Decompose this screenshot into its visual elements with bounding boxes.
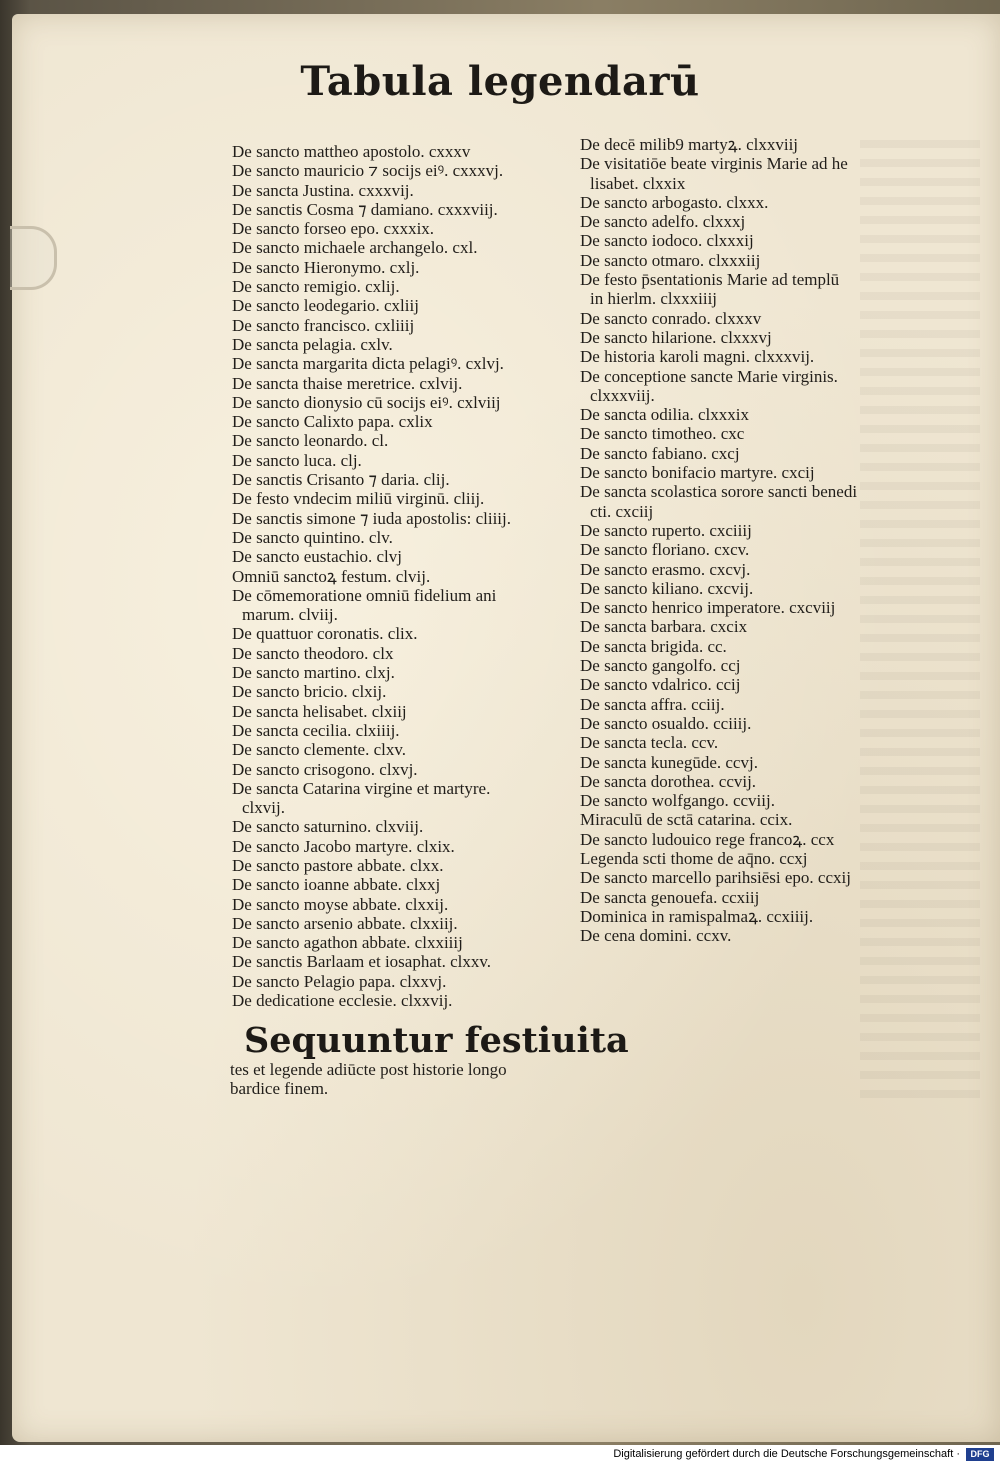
index-entry: De sancto mauricio ⁊ socijs eiꝰ. cxxxvj. <box>232 161 504 181</box>
index-entry-continuation: clxvij. <box>242 798 285 818</box>
index-entry: De sancta thaise meretrice. cxlvij. <box>232 373 463 393</box>
index-entry: De sancto remigio. cxlij. <box>232 277 400 297</box>
index-entry: De sancto conrado. clxxxv <box>580 308 762 328</box>
index-entry: De sancto Hieronymo. cxlj. <box>232 257 420 277</box>
index-entry: De sancto gangolfo. ccj <box>580 656 741 676</box>
index-entry: De sancto saturnino. clxviij. <box>232 817 424 837</box>
index-entry: De sancto bonifacio martyre. cxcij <box>580 463 815 483</box>
index-entry: De sancto otmaro. clxxxiij <box>580 250 761 270</box>
index-entry: De sancto francisco. cxliiij <box>232 315 415 335</box>
index-entry: De sancto Calixto papa. cxlix <box>232 412 433 432</box>
index-entry: Legenda scti thome de aq̄no. ccxj <box>580 848 808 868</box>
index-entry: De sancta margarita dicta pelagiꝰ. cxlvj. <box>232 354 504 374</box>
index-entry: De sancta Justina. cxxxvij. <box>232 180 414 200</box>
index-entry: De sancto Jacobo martyre. clxix. <box>232 836 455 856</box>
index-entry: De cena domini. ccxv. <box>580 926 732 946</box>
section-intro: tes et legende adiūcte post historie longo bardice finem. <box>230 1060 507 1098</box>
index-entry: De sancto Pelagio papa. clxxvj. <box>232 971 447 991</box>
index-entry: De sancto martino. clxj. <box>232 663 395 683</box>
index-entry: De sancto adelfo. clxxxj <box>580 212 746 232</box>
index-entry: De sancto bricio. clxij. <box>232 682 387 702</box>
index-column-left <box>232 142 511 1010</box>
index-entry: De sancto ruperto. cxciiij <box>580 520 752 540</box>
index-entry-line: De conceptione sancte Marie virginis. <box>580 366 838 386</box>
index-entry: De sancta helisabet. clxiij <box>232 701 407 721</box>
index-entry: De sancto iodoco. clxxxij <box>580 231 754 251</box>
index-entry: De sancto leodegario. cxliij <box>232 296 419 316</box>
index-entry: De sancto dionysio cū socijs eiꝰ. cxlviij <box>232 392 501 412</box>
index-entry: De sancto arbogasto. clxxx. <box>580 192 769 212</box>
index-entry: De sancto marcello parihsiēsi epo. ccxij <box>580 868 851 888</box>
index-entry: De sancto crisogono. clxvj. <box>232 759 418 779</box>
metal-clasp <box>10 226 57 290</box>
index-entry: De historia karoli magni. clxxxvij. <box>580 347 815 367</box>
index-entry-line: De sancta scolastica sorore sancti benedi <box>580 482 858 502</box>
show-through-text <box>860 140 980 1100</box>
index-entry: De sancto theodoro. clx <box>232 643 394 663</box>
index-entry: De sancto moyse abbate. clxxij. <box>232 894 449 914</box>
index-entry: De sancto vdalrico. ccij <box>580 675 741 695</box>
index-entry-continuation: cti. cxciij <box>590 501 654 521</box>
index-entry <box>580 482 857 521</box>
index-entry <box>232 779 511 818</box>
index-entry: Dominica in ramispalmaꝝ. ccxiiij. <box>580 906 814 926</box>
index-entry: De sancto timotheo. cxc <box>580 424 745 444</box>
index-entry: De sancta tecla. ccv. <box>580 733 719 753</box>
index-column-right <box>580 135 857 945</box>
index-entry-line: De cōmemoratione omniū fidelium ani <box>232 585 497 605</box>
index-entry-continuation: marum. clviij. <box>242 605 338 625</box>
index-entry: Miraculū de sctā catarina. ccix. <box>580 810 793 830</box>
index-entry: De sancto ioanne abbate. clxxj <box>232 875 441 895</box>
index-entry: De sancta barbara. cxcix <box>580 617 748 637</box>
index-entry: De sanctis Crisanto ⁊ daria. clij. <box>232 470 450 490</box>
dfg-logo: DFG <box>966 1448 994 1461</box>
index-entry: De quattuor coronatis. clix. <box>232 624 418 644</box>
index-entry: De sancto ludouico rege francoꝝ. ccx <box>580 829 835 849</box>
index-entry: De sanctis simone ⁊ iuda apostolis: cliiij. <box>232 508 511 528</box>
index-entry: De sancto quintino. clv. <box>232 527 393 547</box>
index-entry: De sancto pastore abbate. clxx. <box>232 855 444 875</box>
index-entry: De sancto osualdo. cciiij. <box>580 713 752 733</box>
index-entry: De festo vndecim miliū virginū. cliij. <box>232 489 485 509</box>
index-entry: De sancto luca. clj. <box>232 450 362 470</box>
index-entry: De sancta kunegūde. ccvj. <box>580 752 758 772</box>
index-entry: De sancto agathon abbate. clxxiiij <box>232 933 463 953</box>
index-entry: De sancto clemente. clxv. <box>232 740 407 760</box>
index-entry: De sancta pelagia. cxlv. <box>232 334 393 354</box>
index-entry: De sancto henrico imperatore. cxcviij <box>580 598 836 618</box>
index-entry: De sancto fabiano. cxcj <box>580 443 740 463</box>
index-entry <box>232 586 511 625</box>
index-entry: De dedicatione ecclesie. clxxvij. <box>232 991 453 1011</box>
index-entry: De sancto michaele archangelo. cxl. <box>232 238 478 258</box>
index-entry: De decē milib9 martyꝝ. clxxviij <box>580 135 799 154</box>
index-entry: Omniū sanctoꝝ festum. clvij. <box>232 566 431 586</box>
index-entry: De sancto eustachio. clvj <box>232 547 402 567</box>
index-entry: De sancto wolfgango. ccviij. <box>580 791 775 811</box>
index-entry: De sancta genouefa. ccxiij <box>580 887 760 907</box>
index-entry: De sancta cecilia. clxiiij. <box>232 720 400 740</box>
index-entry-line: De festo p̄sentationis Marie ad templū <box>580 270 840 290</box>
index-entry: De sancto leonardo. cl. <box>232 431 389 451</box>
index-entry <box>580 154 857 193</box>
index-entry-continuation: in hierlm. clxxxiiij <box>590 289 718 309</box>
index-entry: De sancta affra. cciij. <box>580 694 725 714</box>
index-entry: De sanctis Barlaam et iosaphat. clxxv. <box>232 952 492 972</box>
index-entry-line: De sancta Catarina virgine et martyre. <box>232 778 491 798</box>
index-entry: De sancto mattheo apostolo. cxxxv <box>232 142 471 161</box>
funding-note: Digitalisierung gefördert durch die Deutsche Forschungsgemeinschaft · <box>613 1448 960 1460</box>
index-entry: De sancto erasmo. cxcvj. <box>580 559 751 579</box>
index-entry-continuation: clxxxviij. <box>590 385 655 405</box>
index-entry <box>580 270 857 309</box>
index-entry-line: De visitatiōe beate virginis Marie ad he <box>580 154 848 174</box>
index-entry: De sancto kiliano. cxcvij. <box>580 578 754 598</box>
index-entry: De sancta brigida. cc. <box>580 636 727 656</box>
index-entry: De sancto hilarione. clxxxvj <box>580 327 772 347</box>
index-entry: De sanctis Cosma ⁊ damiano. cxxxviij. <box>232 199 498 219</box>
section-heading: Sequuntur festiuita <box>244 1020 629 1061</box>
index-entry: De sancta dorothea. ccvij. <box>580 771 757 791</box>
page-title: Tabula legendarū <box>300 58 700 105</box>
index-entry-continuation: lisabet. clxxix <box>590 173 686 193</box>
index-entry <box>580 367 857 406</box>
index-entry: De sancto arsenio abbate. clxxiij. <box>232 913 458 933</box>
index-entry: De sancto floriano. cxcv. <box>580 540 750 560</box>
index-entry: De sancta odilia. clxxxix <box>580 405 750 425</box>
footer-bar <box>0 1445 1000 1465</box>
index-entry: De sancto forseo epo. cxxxix. <box>232 219 435 239</box>
